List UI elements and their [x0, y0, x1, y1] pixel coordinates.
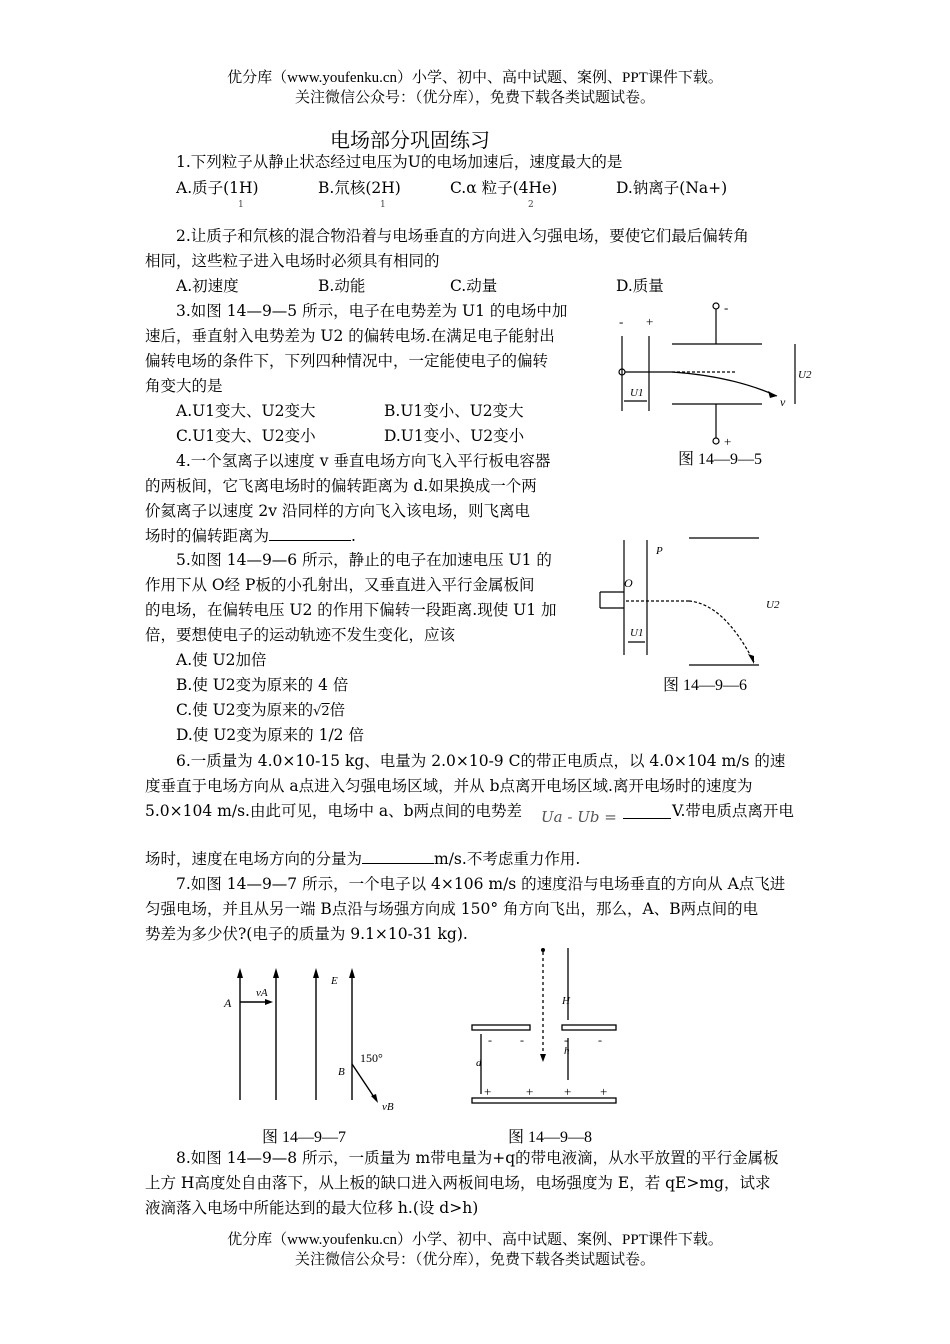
caption-14-9-8: 图 14—9—8 [508, 1129, 593, 1146]
q2-stem-2: 相同，这些粒子进入电场时必须具有相同的 [145, 252, 440, 270]
label-o: O [624, 576, 633, 590]
label-minus-top: - [724, 300, 729, 315]
q6-answer-blank-2[interactable] [362, 849, 434, 864]
q2-option-d: D.质量 [616, 277, 664, 295]
trajectory [689, 601, 754, 662]
trajectory [672, 372, 777, 396]
label-d: d [476, 1057, 482, 1069]
q5-line-1: 5.如图 14—9—6 所示，静止的电子在加速电压 U1 的 [176, 551, 552, 569]
figure-14-9-5 [612, 296, 812, 448]
label-b: B [338, 1066, 345, 1078]
velocity-b-arrow [352, 1064, 376, 1100]
field-arrow-1 [237, 968, 243, 978]
q1-sub-c: 2 [528, 200, 534, 210]
minus-sign-4: - [598, 1033, 602, 1047]
field-arrow-3 [313, 968, 319, 978]
label-h-small: h [564, 1045, 570, 1057]
label-u2: U2 [798, 369, 812, 381]
footer-line-2: 关注微信公众号：（优分库），免费下载各类试题试卷。 [294, 1252, 655, 1268]
label-angle: 150° [360, 1051, 383, 1065]
q2-option-a: A.初速度 [176, 277, 239, 295]
q4-line-4: 场时的偏转距离为 . [145, 527, 356, 545]
minus-sign-2: - [520, 1033, 524, 1047]
q6-line-4-tail: m/s.不考虑重力作用. [434, 850, 581, 868]
q3-line-1: 3.如图 14—9—5 所示，电子在电势差为 U1 的电场中加 [176, 302, 568, 320]
caption-14-9-5: 图 14—9—5 [678, 451, 763, 468]
plus-sign-4: + [600, 1084, 608, 1099]
label-u1: U1 [630, 627, 644, 639]
q1-option-b: B.氘核(2H) [318, 179, 401, 197]
terminal-bottom [713, 438, 719, 444]
q8-line-2: 上方 H高度处自由落下，从上板的缺口进入两板间电场，电场强度为 E，若 qE>mg，试求 [145, 1174, 771, 1192]
header-line-1: 优分库（www.youfenku.cn）小学、初中、高中试题、案例、PPT课件下载。 [227, 70, 723, 86]
q5-option-d: D.使 U2变为原来的 1/2 倍 [176, 726, 364, 744]
q5-line-3: 的电场，在偏转电压 U2 的作用下偏转一段距离.现使 U1 加 [145, 601, 557, 619]
label-e: E [331, 975, 338, 987]
header-line-2: 关注微信公众号：（优分库），免费下载各类试题试卷。 [294, 90, 655, 106]
upper-plate-right [562, 1025, 616, 1030]
q5-option-c-text: C.使 U2变为原来的 [176, 701, 314, 719]
figure-14-9-6 [594, 530, 794, 670]
q6-line-4 [145, 847, 580, 871]
q5-option-c [176, 698, 345, 724]
q3-line-4: 角变大的是 [145, 377, 223, 395]
lower-plate [472, 1098, 616, 1103]
q1-sub-a: 1 [238, 200, 244, 210]
q1-stem: 1.下列粒子从静止状态经过电压为U的电场加速后，速度最大的是 [176, 153, 623, 171]
q1-option-c: C.α 粒子(4He) [450, 179, 558, 197]
q1-option-a: A.质子(1H) [176, 179, 259, 197]
q8-line-3: 液滴落入电场中所能达到的最大位移 h.(设 d>h) [145, 1199, 479, 1217]
q3-line-2: 速后，垂直射入电势差为 U2 的偏转电场.在满足电子能射出 [145, 327, 555, 345]
q6-answer-blank-1[interactable] [623, 818, 671, 819]
q8-line-1: 8.如图 14—9—8 所示，一质量为 m带电量为+q的带电液滴，从水平放置的平行金属板 [176, 1149, 779, 1167]
caption-14-9-7: 图 14—9—7 [262, 1129, 347, 1146]
q7-line-2: 匀强电场，并且从另一端 B点沿与场强方向成 150° 角方向飞出，那么，A、B两点间的电 [145, 900, 759, 918]
plus-sign-3: + [564, 1084, 572, 1099]
q4-line-2: 的两板间，它飞离电场时的偏转距离为 d.如果换成一个两 [145, 477, 537, 495]
plus-sign-1: + [484, 1084, 492, 1099]
q3-option-c: C.U1变大、U2变小 [176, 427, 316, 445]
q5-line-4: 倍，要想使电子的运动轨迹不发生变化，应该 [145, 626, 456, 644]
q6-line-2: 度垂直于电场方向从 a点进入匀强电场区域，并从 b点离开电场区域.离开电场时的速度为 [145, 777, 753, 795]
plus-sign-2: + [526, 1084, 534, 1099]
q2-stem-1: 2.让质子和氘核的混合物沿着与电场垂直的方向进入匀强电场，要使它们最后偏转角 [176, 227, 749, 245]
field-arrow-4 [349, 968, 355, 978]
q3-line-3: 偏转电场的条件下，下列四种情况中，一定能使电子的偏转 [145, 352, 549, 370]
sqrt-value: 2 [321, 704, 330, 719]
drop-arrowhead [540, 1054, 546, 1062]
label-va: vA [256, 987, 268, 999]
figure-14-9-8 [466, 944, 626, 1114]
q3-option-a: A.U1变大、U2变大 [176, 402, 316, 420]
label-plus-bottom: + [724, 434, 732, 448]
q2-option-c: C.动量 [450, 277, 498, 295]
trajectory-arrowhead [748, 654, 754, 664]
footer-line-1: 优分库（www.youfenku.cn）小学、初中、高中试题、案例、PPT课件下载。 [227, 1232, 723, 1248]
label-plus-left: + [646, 314, 654, 329]
label-minus-left: - [619, 314, 624, 329]
velocity-b-head [371, 1094, 378, 1103]
upper-plate-left [472, 1025, 530, 1030]
q5-option-a: A.使 U2加倍 [176, 651, 267, 669]
page-title: 电场部分巩固练习 [330, 128, 490, 152]
q1-option-d: D.钠离子(Na+) [616, 179, 728, 197]
q3-option-b: B.U1变小、U2变大 [384, 402, 524, 420]
q3-option-d: D.U1变小、U2变小 [384, 427, 525, 445]
figure-14-9-7 [218, 960, 418, 1120]
q7-line-3: 势差为多少伏?(电子的质量为 9.1×10-31 kg). [145, 925, 468, 943]
q6-line-3-tail: V.带电质点离开电 [672, 802, 794, 820]
minus-sign-3: - [564, 1033, 568, 1047]
q5-option-c-tail: 倍 [329, 701, 346, 719]
label-p: P [656, 545, 663, 557]
label-vb: vB [382, 1101, 394, 1113]
sqrt-symbol: √2 [313, 704, 330, 719]
q4-line-3: 价氦离子以速度 2v 沿同样的方向飞入该电场，则飞离电 [145, 502, 530, 520]
q6-line-3: 5.0×104 m/s.由此可见，电场中 a、b两点间的电势差 [145, 802, 523, 820]
droplet [541, 948, 545, 952]
q1-sub-b: 1 [380, 200, 386, 210]
q6-line-1: 6.一质量为 4.0×10-15 kg、电量为 2.0×10-9 C的带正电质点，以 4.0×104 m/s 的速 [176, 752, 786, 770]
label-u1: U1 [630, 387, 644, 399]
terminal-top [713, 303, 719, 309]
q5-line-2: 作用下从 O经 P板的小孔射出，又垂直进入平行金属板间 [145, 576, 535, 594]
velocity-a-head [265, 999, 273, 1005]
q4-answer-blank[interactable] [269, 526, 351, 541]
q4-line-1: 4.一个氢离子以速度 v 垂直电场方向飞入平行板电容器 [176, 452, 551, 470]
minus-sign-1: - [488, 1033, 492, 1047]
q7-line-1: 7.如图 14—9—7 所示，一个电子以 4×106 m/s 的速度沿与电场垂直的方向从 A点飞进 [176, 875, 786, 893]
q4-line-4-text: 场时的偏转距离为 [145, 527, 270, 545]
q6-formula: Ua - Ub = [541, 808, 617, 826]
label-u2: U2 [766, 599, 780, 611]
q5-option-b: B.使 U2变为原来的 4 倍 [176, 676, 349, 694]
q2-option-b: B.动能 [318, 277, 366, 295]
trajectory-arrowhead [768, 391, 777, 398]
caption-14-9-6: 图 14—9—6 [663, 677, 748, 694]
label-a: A [224, 996, 232, 1010]
label-v: v [780, 395, 786, 409]
field-arrow-2 [273, 968, 279, 978]
q6-line-4-text: 场时，速度在电场方向的分量为 [145, 850, 363, 868]
label-h-big: H [562, 995, 570, 1007]
